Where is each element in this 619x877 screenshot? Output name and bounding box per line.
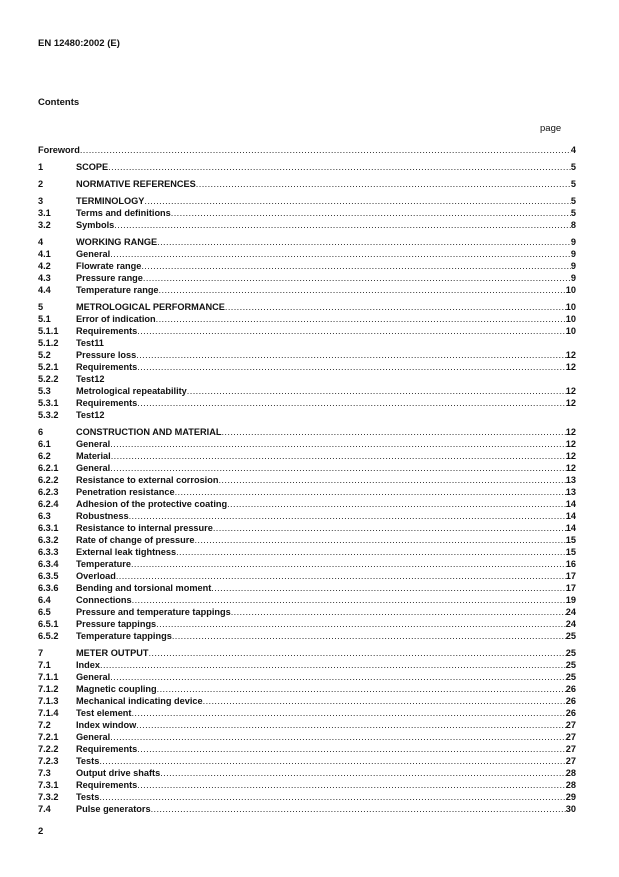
dot-leader bbox=[110, 248, 571, 260]
toc-entry[interactable] bbox=[38, 719, 576, 731]
toc-entry[interactable] bbox=[38, 683, 576, 695]
toc-entry-page: 12 bbox=[565, 362, 576, 372]
toc-entry-page: 12 bbox=[565, 398, 576, 408]
toc-entry-number: 7 bbox=[38, 648, 44, 658]
toc-entry[interactable] bbox=[38, 361, 576, 373]
toc-entry[interactable] bbox=[38, 791, 576, 803]
dot-leader bbox=[80, 144, 571, 156]
toc-entry-title: Robustness bbox=[76, 511, 129, 521]
toc-entry-title: SCOPE bbox=[76, 162, 109, 172]
toc-entry-page: 25 bbox=[565, 631, 576, 641]
toc-entry-page: 8 bbox=[570, 220, 576, 230]
table-of-contents bbox=[38, 144, 576, 820]
toc-entry-page: 26 bbox=[565, 708, 576, 718]
toc-entry-page: 5 bbox=[570, 162, 576, 172]
toc-entry[interactable] bbox=[38, 570, 576, 582]
toc-entry-title: General bbox=[76, 672, 111, 682]
dot-leader bbox=[231, 606, 566, 618]
toc-entry-title: Flowrate range bbox=[76, 261, 142, 271]
toc-entry-number: 3.1 bbox=[38, 208, 51, 218]
toc-entry-page: 26 bbox=[565, 684, 576, 694]
toc-entry-page: 27 bbox=[565, 720, 576, 730]
toc-entry-number: 6.5.2 bbox=[38, 631, 59, 641]
toc-entry[interactable] bbox=[38, 498, 576, 510]
toc-entry-number: 6.5.1 bbox=[38, 619, 59, 629]
toc-entry-number: 7.2 bbox=[38, 720, 51, 730]
dot-leader bbox=[129, 510, 566, 522]
toc-entry-number: 7.3.1 bbox=[38, 780, 59, 790]
dot-leader bbox=[187, 385, 566, 397]
toc-entry[interactable] bbox=[38, 558, 576, 570]
toc-section-group bbox=[38, 647, 576, 815]
toc-entry-title: Pressure range bbox=[76, 273, 143, 283]
toc-section-group bbox=[38, 178, 576, 190]
toc-entry-number: 4.1 bbox=[38, 249, 51, 259]
toc-entry-number: 5.1 bbox=[38, 314, 51, 324]
toc-entry-page: 12 bbox=[565, 451, 576, 461]
toc-entry-number: 7.4 bbox=[38, 804, 51, 814]
toc-entry[interactable] bbox=[38, 385, 576, 397]
dot-leader bbox=[227, 498, 566, 510]
toc-entry-title: Metrological repeatability bbox=[76, 386, 187, 396]
toc-entry-number: 5.3 bbox=[38, 386, 51, 396]
toc-entry-title: Tests bbox=[76, 756, 100, 766]
toc-entry-title: Requirements bbox=[76, 744, 138, 754]
toc-entry[interactable] bbox=[38, 325, 576, 337]
toc-entry-title: METER OUTPUT bbox=[76, 648, 149, 658]
toc-entry-page: 29 bbox=[565, 792, 576, 802]
toc-entry-page: 10 bbox=[565, 285, 576, 295]
toc-entry-page: 12 bbox=[565, 439, 576, 449]
dot-leader bbox=[176, 546, 566, 558]
toc-entry-page: 25 bbox=[565, 660, 576, 670]
dot-leader bbox=[175, 486, 566, 498]
toc-entry-number: 6.2.1 bbox=[38, 463, 59, 473]
toc-entry[interactable] bbox=[38, 236, 576, 248]
toc-entry-title: TERMINOLOGY bbox=[76, 196, 145, 206]
toc-entry[interactable] bbox=[38, 409, 576, 421]
toc-entry-page: 12 bbox=[565, 427, 576, 437]
toc-entry[interactable] bbox=[38, 522, 576, 534]
toc-entry-page: 13 bbox=[565, 487, 576, 497]
toc-entry-title: Magnetic coupling bbox=[76, 684, 157, 694]
dot-leader bbox=[137, 743, 565, 755]
toc-entry-title: Index bbox=[76, 660, 100, 670]
dot-leader bbox=[196, 178, 571, 190]
toc-entry-number: 5.3.1 bbox=[38, 398, 59, 408]
toc-entry-number: 6.5 bbox=[38, 607, 51, 617]
toc-entry-page: 12 bbox=[565, 350, 576, 360]
toc-entry-title: Connections bbox=[76, 595, 132, 605]
toc-entry-number: 6.2 bbox=[38, 451, 51, 461]
toc-entry-page: 28 bbox=[565, 768, 576, 778]
toc-entry-title: WORKING RANGE bbox=[76, 237, 158, 247]
toc-entry[interactable] bbox=[38, 510, 576, 522]
toc-entry-number: 6.3.5 bbox=[38, 571, 59, 581]
toc-entry-page: 10 bbox=[565, 314, 576, 324]
toc-entry-number: 4.4 bbox=[38, 285, 51, 295]
toc-entry-number: 6.3.4 bbox=[38, 559, 59, 569]
page-column-label: page bbox=[540, 123, 562, 134]
toc-entry-title: Requirements bbox=[76, 398, 138, 408]
dot-leader bbox=[172, 630, 566, 642]
toc-entry-number: 7.3 bbox=[38, 768, 51, 778]
toc-entry-title: Test element bbox=[76, 708, 132, 718]
toc-entry-title: Temperature tappings bbox=[76, 631, 172, 641]
toc-entry-page: 15 bbox=[565, 547, 576, 557]
toc-entry-page: 9 bbox=[570, 249, 576, 259]
toc-entry[interactable] bbox=[38, 695, 576, 707]
dot-leader bbox=[110, 438, 566, 450]
toc-entry[interactable] bbox=[38, 534, 576, 546]
toc-entry-number: 3 bbox=[38, 196, 44, 206]
toc-entry-number: 7.2.1 bbox=[38, 732, 59, 742]
dot-leader bbox=[131, 558, 566, 570]
toc-entry-page: 27 bbox=[565, 744, 576, 754]
toc-entry[interactable] bbox=[38, 144, 576, 156]
toc-section-group bbox=[38, 301, 576, 421]
toc-entry[interactable] bbox=[38, 349, 576, 361]
toc-entry[interactable] bbox=[38, 707, 576, 719]
dot-leader bbox=[156, 618, 566, 630]
toc-entry-title: Test11 bbox=[76, 338, 104, 348]
toc-entry[interactable] bbox=[38, 647, 576, 659]
dot-leader bbox=[156, 313, 566, 325]
dot-leader bbox=[136, 349, 565, 361]
contents-heading: Contents bbox=[38, 97, 80, 108]
toc-entry-number: 5.1.2 bbox=[38, 338, 59, 348]
toc-entry-title: Overload bbox=[76, 571, 116, 581]
toc-entry-page: 17 bbox=[565, 583, 576, 593]
toc-entry-title: Temperature bbox=[76, 559, 131, 569]
toc-entry-title: NORMATIVE REFERENCES bbox=[76, 179, 196, 189]
toc-entry-title: Test12 bbox=[76, 374, 105, 384]
toc-entry[interactable] bbox=[38, 161, 576, 173]
toc-entry-number: 5.3.2 bbox=[38, 410, 59, 420]
toc-entry[interactable] bbox=[38, 671, 576, 683]
toc-entry-title: General bbox=[76, 732, 111, 742]
dot-leader bbox=[100, 659, 566, 671]
toc-entry-page: 5 bbox=[570, 179, 576, 189]
toc-entry-page: 9 bbox=[570, 261, 576, 271]
toc-entry[interactable] bbox=[38, 803, 576, 815]
toc-entry-page: 19 bbox=[565, 595, 576, 605]
dot-leader bbox=[143, 272, 571, 284]
toc-entry[interactable] bbox=[38, 474, 576, 486]
toc-entry-title: Requirements bbox=[76, 780, 138, 790]
toc-entry[interactable] bbox=[38, 207, 576, 219]
toc-entry[interactable] bbox=[38, 462, 576, 474]
toc-section-group bbox=[38, 195, 576, 231]
dot-leader bbox=[144, 195, 570, 207]
toc-entry-number: 5.1.1 bbox=[38, 326, 59, 336]
dot-leader bbox=[194, 534, 565, 546]
toc-entry-page: 12 bbox=[565, 463, 576, 473]
toc-entry-title: Error of indication bbox=[76, 314, 156, 324]
dot-leader bbox=[159, 284, 566, 296]
toc-entry-title: General bbox=[76, 439, 111, 449]
toc-entry-title: General bbox=[76, 463, 111, 473]
toc-entry-title: Terms and definitions bbox=[76, 208, 171, 218]
toc-entry-number: 7.1.2 bbox=[38, 684, 59, 694]
toc-entry-page: 5 bbox=[570, 208, 576, 218]
toc-entry-page: 27 bbox=[565, 732, 576, 742]
toc-entry[interactable] bbox=[38, 743, 576, 755]
toc-entry[interactable] bbox=[38, 313, 576, 325]
toc-entry-title: External leak tightness bbox=[76, 547, 177, 557]
page-number: 2 bbox=[38, 826, 44, 837]
dot-leader bbox=[132, 594, 566, 606]
toc-entry-page: 17 bbox=[565, 571, 576, 581]
toc-entry-number: 7.2.3 bbox=[38, 756, 59, 766]
dot-leader bbox=[151, 803, 566, 815]
toc-entry-number: 7.1.3 bbox=[38, 696, 59, 706]
toc-entry[interactable] bbox=[38, 284, 576, 296]
toc-entry[interactable] bbox=[38, 373, 576, 385]
toc-entry-title: Rate of change of pressure bbox=[76, 535, 195, 545]
toc-entry-page: 24 bbox=[565, 607, 576, 617]
toc-entry[interactable] bbox=[38, 779, 576, 791]
toc-entry-number: 5.2 bbox=[38, 350, 51, 360]
toc-entry[interactable] bbox=[38, 546, 576, 558]
toc-entry[interactable] bbox=[38, 260, 576, 272]
dot-leader bbox=[221, 426, 565, 438]
dot-leader bbox=[108, 161, 571, 173]
dot-leader bbox=[99, 755, 565, 767]
toc-entry-number: 3.2 bbox=[38, 220, 51, 230]
toc-entry-title: Pressure loss bbox=[76, 350, 137, 360]
dot-leader bbox=[99, 791, 565, 803]
dot-leader bbox=[225, 301, 566, 313]
toc-entry[interactable] bbox=[38, 659, 576, 671]
toc-entry-page: 13 bbox=[565, 475, 576, 485]
toc-entry-page: 24 bbox=[565, 619, 576, 629]
toc-entry[interactable] bbox=[38, 582, 576, 594]
toc-entry-page: 12 bbox=[565, 386, 576, 396]
toc-entry-page: 28 bbox=[565, 780, 576, 790]
toc-entry-page: 10 bbox=[565, 302, 576, 312]
dot-leader bbox=[137, 325, 565, 337]
toc-entry[interactable] bbox=[38, 450, 576, 462]
toc-entry-number: 4.3 bbox=[38, 273, 51, 283]
toc-entry[interactable] bbox=[38, 337, 576, 349]
toc-entry-title: METROLOGICAL PERFORMANCE bbox=[76, 302, 225, 312]
toc-entry-page: 14 bbox=[565, 511, 576, 521]
toc-entry-page: 9 bbox=[570, 273, 576, 283]
toc-entry-title: Temperature range bbox=[76, 285, 159, 295]
toc-entry-number: 7.1.4 bbox=[38, 708, 59, 718]
toc-entry-page: 10 bbox=[565, 326, 576, 336]
dot-leader bbox=[137, 361, 565, 373]
toc-entry-page: 14 bbox=[565, 499, 576, 509]
dot-leader bbox=[157, 236, 571, 248]
toc-entry-title: Output drive shafts bbox=[76, 768, 161, 778]
toc-entry-number: 6.4 bbox=[38, 595, 51, 605]
toc-entry-page: 30 bbox=[565, 804, 576, 814]
toc-entry-number: 6.1 bbox=[38, 439, 51, 449]
toc-entry-page: 4 bbox=[570, 145, 576, 155]
toc-entry-number: 6.2.2 bbox=[38, 475, 59, 485]
toc-entry-number: 7.3.2 bbox=[38, 792, 59, 802]
toc-entry-title: Foreword bbox=[38, 145, 80, 155]
toc-entry-page: 15 bbox=[565, 535, 576, 545]
toc-entry[interactable] bbox=[38, 731, 576, 743]
toc-entry-title: Symbols bbox=[76, 220, 115, 230]
toc-entry-page: 14 bbox=[565, 523, 576, 533]
toc-entry-number: 7.2.2 bbox=[38, 744, 59, 754]
toc-entry[interactable] bbox=[38, 755, 576, 767]
dot-leader bbox=[110, 462, 566, 474]
dot-leader bbox=[171, 207, 571, 219]
toc-entry-number: 6.3.3 bbox=[38, 547, 59, 557]
toc-entry-title: CONSTRUCTION AND MATERIAL bbox=[76, 427, 222, 437]
toc-entry-title: Requirements bbox=[76, 362, 138, 372]
toc-entry-page: 27 bbox=[565, 756, 576, 766]
toc-entry-page: 9 bbox=[570, 237, 576, 247]
toc-entry[interactable] bbox=[38, 301, 576, 313]
toc-entry-number: 1 bbox=[38, 162, 44, 172]
dot-leader bbox=[160, 767, 566, 779]
toc-entry-number: 6.2.4 bbox=[38, 499, 59, 509]
toc-entry-title: Pressure tappings bbox=[76, 619, 157, 629]
toc-entry-number: 2 bbox=[38, 179, 44, 189]
toc-entry[interactable] bbox=[38, 272, 576, 284]
document-id-header: EN 12480:2002 (E) bbox=[38, 38, 120, 49]
toc-entry-title: Test12 bbox=[76, 410, 105, 420]
toc-entry[interactable] bbox=[38, 630, 576, 642]
toc-entry-title: Penetration resistance bbox=[76, 487, 175, 497]
toc-entry-title: Index window bbox=[76, 720, 137, 730]
toc-entry-number: 5 bbox=[38, 302, 44, 312]
toc-entry-number: 7.1 bbox=[38, 660, 51, 670]
toc-section-group bbox=[38, 144, 576, 156]
toc-entry-title: Resistance to internal pressure bbox=[76, 523, 213, 533]
toc-entry-number: 6.3.6 bbox=[38, 583, 59, 593]
toc-entry[interactable] bbox=[38, 195, 576, 207]
dot-leader bbox=[136, 719, 566, 731]
dot-leader bbox=[137, 397, 565, 409]
toc-entry[interactable] bbox=[38, 606, 576, 618]
toc-entry-title: Pressure and temperature tappings bbox=[76, 607, 231, 617]
toc-entry-page: 16 bbox=[565, 559, 576, 569]
toc-entry-title: Mechanical indicating device bbox=[76, 696, 203, 706]
toc-entry[interactable] bbox=[38, 594, 576, 606]
toc-entry-number: 6.2.3 bbox=[38, 487, 59, 497]
toc-entry[interactable] bbox=[38, 219, 576, 231]
toc-entry-title: Bending and torsional moment bbox=[76, 583, 212, 593]
toc-entry-title: Tests bbox=[76, 792, 100, 802]
toc-entry[interactable] bbox=[38, 248, 576, 260]
toc-entry[interactable] bbox=[38, 438, 576, 450]
toc-entry-number: 6.3.1 bbox=[38, 523, 59, 533]
toc-entry-page: 26 bbox=[565, 696, 576, 706]
toc-entry-number: 6.3 bbox=[38, 511, 51, 521]
toc-entry[interactable] bbox=[38, 486, 576, 498]
dot-leader bbox=[213, 522, 566, 534]
toc-entry-number: 5.2.2 bbox=[38, 374, 59, 384]
dot-leader bbox=[203, 695, 566, 707]
toc-entry-number: 6.3.2 bbox=[38, 535, 59, 545]
toc-entry[interactable] bbox=[38, 426, 576, 438]
dot-leader bbox=[114, 219, 571, 231]
toc-entry-number: 6 bbox=[38, 427, 44, 437]
toc-entry[interactable] bbox=[38, 618, 576, 630]
toc-entry[interactable] bbox=[38, 397, 576, 409]
dot-leader bbox=[218, 474, 565, 486]
toc-entry-title: General bbox=[76, 249, 111, 259]
toc-entry[interactable] bbox=[38, 767, 576, 779]
toc-section-group bbox=[38, 236, 576, 296]
toc-entry-number: 4.2 bbox=[38, 261, 51, 271]
dot-leader bbox=[157, 683, 566, 695]
toc-entry-number: 4 bbox=[38, 237, 44, 247]
toc-entry-title: Requirements bbox=[76, 326, 138, 336]
dot-leader bbox=[110, 731, 566, 743]
toc-entry-page: 25 bbox=[565, 648, 576, 658]
dot-leader bbox=[110, 671, 566, 683]
toc-entry-title: Resistance to external corrosion bbox=[76, 475, 219, 485]
toc-section-group bbox=[38, 426, 576, 642]
toc-entry-title: Pulse generators bbox=[76, 804, 151, 814]
dot-leader bbox=[116, 570, 566, 582]
toc-entry-number: 7.1.1 bbox=[38, 672, 59, 682]
dot-leader bbox=[211, 582, 566, 594]
toc-entry-number: 5.2.1 bbox=[38, 362, 59, 372]
toc-entry[interactable] bbox=[38, 178, 576, 190]
dot-leader bbox=[148, 647, 565, 659]
toc-entry-title: Adhesion of the protective coating bbox=[76, 499, 228, 509]
toc-entry-page: 5 bbox=[570, 196, 576, 206]
toc-entry-page: 25 bbox=[565, 672, 576, 682]
dot-leader bbox=[141, 260, 571, 272]
dot-leader bbox=[137, 779, 565, 791]
dot-leader bbox=[131, 707, 565, 719]
toc-entry-title: Material bbox=[76, 451, 111, 461]
toc-section-group bbox=[38, 161, 576, 173]
dot-leader bbox=[111, 450, 566, 462]
